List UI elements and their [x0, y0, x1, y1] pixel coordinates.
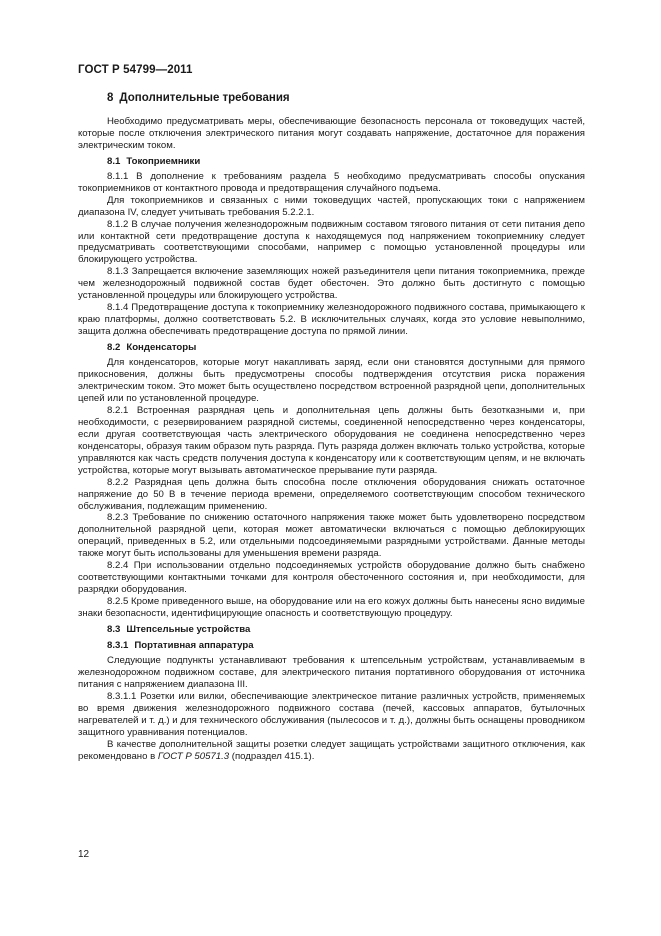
- section-number: 8: [107, 92, 114, 104]
- subsection-title: Конденсаторы: [126, 342, 197, 354]
- paragraph-8-1-1-b: Для токоприемников и связанных с ними токоведущих частей, пропускающих токи с напряжением диапазона IV, следует учитывать требования 5.2.2.1.: [78, 194, 585, 218]
- paragraph-8-3-1-1: 8.3.1.1 Розетки или вилки, обеспечивающие электрическое питание различных устройств, применяемых во время движения железнодорожного подвижного состава (печей, кассовых аппаратов, бутылочных нагревателей и т. д.) и для технического обслуживания (пылесосов и т. д.), должны быть оснащены проводником защитного уравнивания потенциалов.: [78, 690, 585, 738]
- subsection-number: 8.3.1: [107, 639, 129, 651]
- subsection-heading-8-3-1: [107, 640, 585, 652]
- paragraph-text: В качестве дополнительной защиты розетки следует защищать устройствами защитного отключения, как рекомендовано в: [78, 738, 585, 762]
- paragraph-8-2-1: 8.2.1 Встроенная разрядная цепь и дополнительная цепь должны быть безотказными и, при необходимости, с резервированием разрядной системы, соединенной непосредственно через конденсаторы, если другая соответствующая часть электрического оборудования не соединена непосредственно через конденсаторы, образуя таким образом путь разряда. Путь разряда должен включать только устройства, которые управляются как часть средств получения доступа к конденсатору или к соответствующим цепям, и не включать устройства, которые могут вызывать автоматическое прерывание пути разряда.: [78, 404, 585, 476]
- subsection-title: Портативная аппаратура: [134, 639, 254, 651]
- subsection-number: 8.3: [107, 624, 121, 636]
- paragraph-8-1-1: 8.1.1 В дополнение к требованиям раздела 5 необходимо предусматривать способы опускания токоприемников от контактного провода и предотвращения случайного подъема.: [78, 170, 585, 194]
- paragraph-8-2-5: 8.2.5 Кроме приведенного выше, на оборудование или на его кожух должны быть нанесены ясно видимые знаки безопасности, идентифицирующие опасность и соответствующую процедуру.: [78, 596, 585, 620]
- subsection-number: 8.1: [107, 155, 121, 167]
- paragraph-8-1-4: 8.1.4 Предотвращение доступа к токоприемнику железнодорожного подвижного состава, примыкающего к краю платформы, должно соответствовать 5.2. В исключительных случаях, когда это условие невыполнимо, защита должна обеспечивать предотвращение доступа по прямой линии.: [78, 302, 585, 338]
- paragraph-8-2-3: 8.2.3 Требование по снижению остаточного напряжения также может быть удовлетворено посредством дополнительной разрядной цепи, которая может автоматически включаться с помощью деблокирующих операций, приведенных в 5.2, или отдельными подсоединяемыми разрядными устройствами. Данные методы также могут быть использованы для уменьшения времени разряда.: [78, 512, 585, 560]
- paragraph-8-1-3: 8.1.3 Запрещается включение заземляющих ножей разъединителя цепи питания токоприемника, прежде чем железнодорожный подвижной состав будет обесточен. Это должно быть достигнуто с помощью установленной процедуры или блокирующего устройства.: [78, 266, 585, 302]
- section-title: Дополнительные требования: [119, 92, 290, 104]
- section-heading: [107, 93, 585, 105]
- paragraph-text: (подраздел 415.1).: [229, 750, 315, 762]
- paragraph-8-2-4: 8.2.4 При использовании отдельно подсоединяемых устройств оборудование должно быть снабжено соответствующими контактными точками для контроля обесточенного состояния и, при необходимости, для разрядки оборудования.: [78, 560, 585, 596]
- paragraph-8-2: Для конденсаторов, которые могут накапливать заряд, если они становятся доступными для прямого прикосновения, должны быть предусмотрены способы подтверждения отсутствия риска поражения электрическим током. Это может быть осуществлено посредством встроенной разрядной цепи, дополнительных цепей или по установленной процедуре.: [78, 357, 585, 404]
- paragraph-8-3-1: Следующие подпункты устанавливают требования к штепсельным устройствам, устанавливаемым в железнодорожном подвижном составе, для электрического питания портативного оборудования от источника питания с напряжением диапазона III.: [78, 654, 585, 690]
- document-body: [78, 93, 585, 763]
- document-header: ГОСТ Р 54799—2011: [78, 64, 193, 76]
- subsection-heading-8-3: [107, 624, 585, 636]
- paragraph-8-1-2: 8.1.2 В случае получения железнодорожным подвижным составом тягового питания от сети питания депо или контактной сети предотвращение доступа к находящемуся под напряжением токоприемнику следует предусматривать соответствующими способами, например с помощью установленной процедуры или блокирующего устройства.: [78, 218, 585, 266]
- subsection-heading-8-2: [107, 342, 585, 354]
- subsection-number: 8.2: [107, 342, 121, 354]
- standard-reference-link: ГОСТ Р 50571.3: [157, 750, 230, 762]
- paragraph-8-2-2: 8.2.2 Разрядная цепь должна быть способна после отключения оборудования снижать остаточное напряжение до 50 В в течение периода времени, определяемого соответствующим способом технического обслуживания, подлежащим применению.: [78, 476, 585, 512]
- intro-paragraph: Необходимо предусматривать меры, обеспечивающие безопасность персонала от токоведущих частей, которые после отключения электрического питания могут создавать напряжение, достаточное для поражения электрическим током.: [78, 115, 585, 151]
- subsection-heading-8-1: [107, 156, 585, 168]
- subsection-title: Токоприемники: [126, 155, 201, 167]
- paragraph-8-3-1-1-b: [78, 739, 585, 763]
- subsection-title: Штепсельные устройства: [126, 624, 251, 636]
- page-number: 12: [78, 849, 90, 860]
